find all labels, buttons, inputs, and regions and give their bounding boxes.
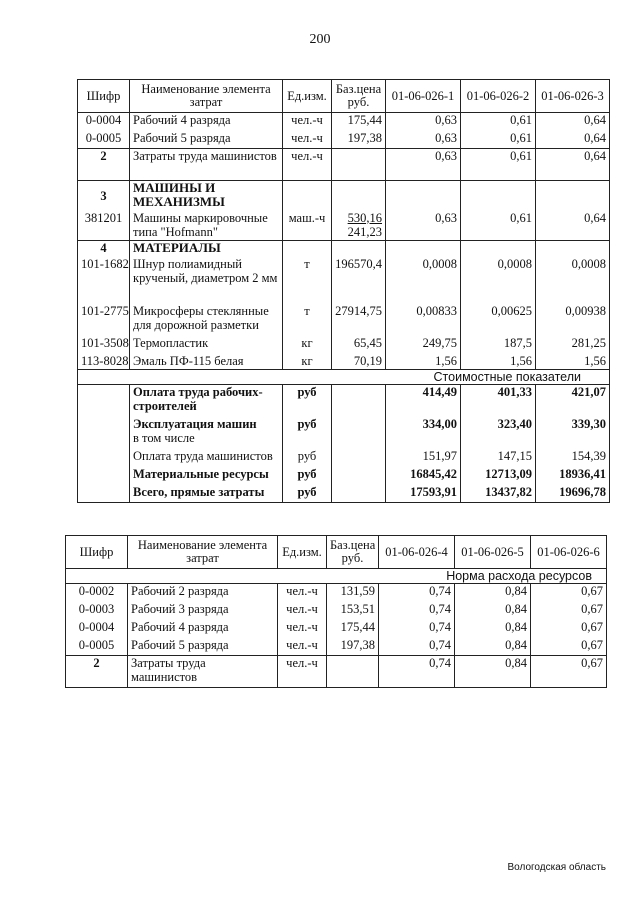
summary-row <box>78 467 610 485</box>
section-code: 3 <box>78 181 130 211</box>
summary-unit: руб <box>283 467 332 485</box>
row-value-1: 0,74 <box>379 584 455 602</box>
row-unit: чел.-ч <box>278 638 327 656</box>
row-value-3: 0,67 <box>531 620 607 638</box>
row-value-2: 0,84 <box>455 584 531 602</box>
row-code: 0-0002 <box>66 584 128 602</box>
table-row <box>78 354 610 370</box>
table-row <box>78 149 610 181</box>
row-value-2: 0,61 <box>461 149 536 181</box>
row-value-3: 0,00938 <box>536 304 610 336</box>
row-value-3: 0,0008 <box>536 257 610 304</box>
row-value-1: 0,74 <box>379 656 455 688</box>
header-code: Шифр <box>78 80 130 113</box>
summary-value-3: 154,39 <box>536 449 610 467</box>
resource-table-2 <box>65 535 607 688</box>
section-title: МАШИНЫ И МЕХАНИЗМЫ <box>130 181 283 211</box>
page-number: 200 <box>309 32 331 47</box>
header-name: Наименование элемента затрат <box>130 80 283 113</box>
summary-unit: руб <box>283 417 332 449</box>
summary-name: Оплата труда машинистов <box>130 449 283 467</box>
table-row <box>78 211 610 241</box>
cost-band-label: Стоимостные показатели <box>78 370 610 385</box>
row-value-1: 1,56 <box>386 354 461 370</box>
row-value-2: 0,84 <box>455 638 531 656</box>
row-value-1: 0,00833 <box>386 304 461 336</box>
table-row <box>78 113 610 131</box>
table-header-row <box>78 80 610 113</box>
row-value-1: 0,63 <box>386 131 461 149</box>
row-price: 197,38 <box>332 131 386 149</box>
summary-subnote: в том числе <box>133 430 195 445</box>
row-value-2: 0,84 <box>455 656 531 688</box>
row-value-2: 187,5 <box>461 336 536 354</box>
table-row <box>66 638 607 656</box>
section-row <box>78 181 610 211</box>
summary-row <box>78 385 610 417</box>
row-code: 2 <box>78 149 130 181</box>
summary-value-3: 19696,78 <box>536 485 610 503</box>
row-price <box>332 211 386 241</box>
row-value-2: 0,61 <box>461 211 536 241</box>
section-title: МАТЕРИАЛЫ <box>130 241 283 257</box>
row-unit: кг <box>283 336 332 354</box>
header-col-5: 01-06-026-5 <box>455 536 531 569</box>
row-value-1: 0,0008 <box>386 257 461 304</box>
header-code: Шифр <box>66 536 128 569</box>
row-price: 197,38 <box>327 638 379 656</box>
summary-value-2: 147,15 <box>461 449 536 467</box>
row-price: 27914,75 <box>332 304 386 336</box>
row-value-3: 0,67 <box>531 584 607 602</box>
header-col-6: 01-06-026-6 <box>531 536 607 569</box>
row-price-secondary: 241,23 <box>347 224 382 239</box>
header-name: Наименование элемента затрат <box>128 536 278 569</box>
table-row <box>78 257 610 304</box>
summary-name: Эксплуатация машин <box>133 416 257 431</box>
row-price: 175,44 <box>332 113 386 131</box>
summary-value-3: 18936,41 <box>536 467 610 485</box>
cost-band-row <box>78 370 610 385</box>
summary-value-1: 17593,91 <box>386 485 461 503</box>
row-name: Рабочий 4 разряда <box>128 620 278 638</box>
row-unit: чел.-ч <box>278 602 327 620</box>
row-unit: т <box>283 304 332 336</box>
summary-name: Материальные ресурсы <box>130 467 283 485</box>
footer-region: Вологодская область <box>507 862 606 873</box>
table-row <box>78 304 610 336</box>
row-unit: чел.-ч <box>278 584 327 602</box>
table-row <box>66 584 607 602</box>
header-unit: Ед.изм. <box>278 536 327 569</box>
row-unit: чел.-ч <box>283 149 332 181</box>
row-code: 2 <box>66 656 128 688</box>
table-row <box>66 656 607 688</box>
row-code: 0-0004 <box>66 620 128 638</box>
norm-band-label: Норма расхода ресурсов <box>66 569 607 584</box>
summary-value-1: 334,00 <box>386 417 461 449</box>
row-price: 131,59 <box>327 584 379 602</box>
row-value-2: 0,0008 <box>461 257 536 304</box>
summary-unit: руб <box>283 449 332 467</box>
row-name: Машины маркировочные типа "Hofmann" <box>130 211 283 241</box>
summary-name: Всего, прямые затраты <box>130 485 283 503</box>
header-col-3: 01-06-026-3 <box>536 80 610 113</box>
summary-value-2: 13437,82 <box>461 485 536 503</box>
row-value-3: 0,67 <box>531 602 607 620</box>
row-name: Затраты труда машинистов <box>130 149 283 181</box>
row-code: 101-1682 <box>78 257 130 304</box>
row-value-1: 0,63 <box>386 211 461 241</box>
header-col-4: 01-06-026-4 <box>379 536 455 569</box>
row-code: 381201 <box>78 211 130 241</box>
row-name: Рабочий 2 разряда <box>128 584 278 602</box>
row-code: 101-2775 <box>78 304 130 336</box>
row-unit: чел.-ч <box>278 620 327 638</box>
row-name: Рабочий 3 разряда <box>128 602 278 620</box>
summary-value-2: 401,33 <box>461 385 536 417</box>
row-name: Рабочий 5 разряда <box>130 131 283 149</box>
row-price <box>327 656 379 688</box>
row-name: Рабочий 5 разряда <box>128 638 278 656</box>
row-value-3: 0,64 <box>536 113 610 131</box>
header-price: Баз.цена руб. <box>332 80 386 113</box>
row-price: 175,44 <box>327 620 379 638</box>
row-code: 0-0004 <box>78 113 130 131</box>
row-unit: кг <box>283 354 332 370</box>
row-unit: чел.-ч <box>283 113 332 131</box>
table-row <box>78 131 610 149</box>
row-name: Эмаль ПФ-115 белая <box>130 354 283 370</box>
summary-unit: руб <box>283 485 332 503</box>
row-value-3: 0,64 <box>536 149 610 181</box>
summary-value-2: 323,40 <box>461 417 536 449</box>
header-col-1: 01-06-026-1 <box>386 80 461 113</box>
row-code: 113-8028 <box>78 354 130 370</box>
row-value-3: 1,56 <box>536 354 610 370</box>
row-unit: т <box>283 257 332 304</box>
row-value-2: 0,84 <box>455 620 531 638</box>
row-code: 101-3508 <box>78 336 130 354</box>
row-value-3: 0,67 <box>531 638 607 656</box>
table-row <box>78 336 610 354</box>
summary-name: Оплата труда рабочих-строителей <box>130 385 283 417</box>
table-row <box>66 620 607 638</box>
section-code: 4 <box>78 241 130 257</box>
summary-row <box>78 485 610 503</box>
row-price <box>332 149 386 181</box>
row-name: Микросферы стеклянные для дорожной разметки <box>130 304 283 336</box>
resource-table-1 <box>77 79 610 503</box>
summary-value-3: 421,07 <box>536 385 610 417</box>
summary-unit: руб <box>283 385 332 417</box>
row-value-2: 0,00625 <box>461 304 536 336</box>
norm-band-row <box>66 569 607 584</box>
summary-value-2: 12713,09 <box>461 467 536 485</box>
summary-value-1: 16845,42 <box>386 467 461 485</box>
row-value-3: 0,64 <box>536 211 610 241</box>
row-value-3: 281,25 <box>536 336 610 354</box>
summary-value-1: 151,97 <box>386 449 461 467</box>
row-value-1: 0,63 <box>386 113 461 131</box>
section-row <box>78 241 610 257</box>
row-value-2: 1,56 <box>461 354 536 370</box>
row-value-2: 0,61 <box>461 113 536 131</box>
header-unit: Ед.изм. <box>283 80 332 113</box>
summary-row <box>78 417 610 449</box>
row-unit: маш.-ч <box>283 211 332 241</box>
row-value-2: 0,84 <box>455 602 531 620</box>
row-value-3: 0,67 <box>531 656 607 688</box>
row-value-1: 0,74 <box>379 638 455 656</box>
row-code: 0-0005 <box>78 131 130 149</box>
row-price: 65,45 <box>332 336 386 354</box>
row-value-1: 0,74 <box>379 620 455 638</box>
table-header-row <box>66 536 607 569</box>
row-code: 0-0003 <box>66 602 128 620</box>
row-price: 153,51 <box>327 602 379 620</box>
row-value-1: 0,74 <box>379 602 455 620</box>
table-row <box>66 602 607 620</box>
row-code: 0-0005 <box>66 638 128 656</box>
row-value-1: 0,63 <box>386 149 461 181</box>
summary-row <box>78 449 610 467</box>
summary-name-cell <box>130 417 283 449</box>
row-unit: чел.-ч <box>278 656 327 688</box>
row-price: 196570,4 <box>332 257 386 304</box>
row-value-1: 249,75 <box>386 336 461 354</box>
header-col-2: 01-06-026-2 <box>461 80 536 113</box>
row-name: Рабочий 4 разряда <box>130 113 283 131</box>
summary-value-3: 339,30 <box>536 417 610 449</box>
row-name: Термопластик <box>130 336 283 354</box>
header-price: Баз.цена руб. <box>327 536 379 569</box>
row-price-primary: 530,16 <box>347 210 382 225</box>
row-value-3: 0,64 <box>536 131 610 149</box>
summary-value-1: 414,49 <box>386 385 461 417</box>
row-price: 70,19 <box>332 354 386 370</box>
row-unit: чел.-ч <box>283 131 332 149</box>
row-value-2: 0,61 <box>461 131 536 149</box>
row-name: Шнур полиамидный крученый, диаметром 2 мм <box>130 257 283 304</box>
row-name: Затраты труда машинистов <box>128 656 278 688</box>
